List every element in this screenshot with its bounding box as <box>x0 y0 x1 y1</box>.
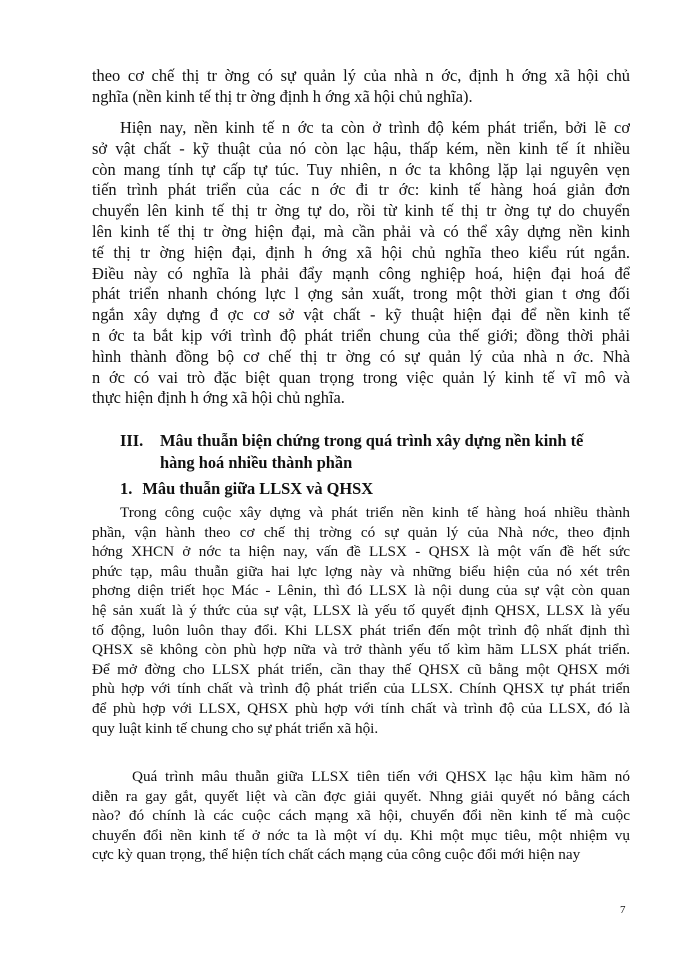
text-line: tiến trình phát triển của các n ớc đi tr ớc: kinh tế hàng hoá giản đơn <box>92 180 630 200</box>
subheading-number: 1. <box>120 479 133 498</box>
text-line: phần, vận hành theo cơ chế thị trờng có sự quản lý của Nhà nớc, theo định <box>92 523 630 541</box>
text-line: ngắn xây dựng đ ợc cơ sở vật chất - kỹ thuật hiện đại để nền kinh tế <box>92 305 630 325</box>
subheading-title: Mâu thuẫn giữa LLSX và QHSX <box>142 479 374 498</box>
text-line: còn mang tính tự cấp tự túc. Tuy nhiên, n ớc ta không lặp lại nguyên vẹn <box>92 159 630 179</box>
subheading-1 <box>120 478 373 499</box>
text-line: tế thị tr ờng hiện đại, định h ớng xã hội chủ nghĩa theo kiểu rút ngắn. <box>92 242 630 262</box>
text-line: phù hợp với tính chất và trình độ phát triển của LLSX. Chính QHSX tự phát triển <box>92 680 630 698</box>
section-title-line-1: Mâu thuẫn biện chứng trong quá trình xây dựng nền kinh tế <box>160 431 584 450</box>
text-line: tố động, luôn luôn thay đổi. Khi LLSX phát triển đến một trình độ nhất định thì <box>92 621 630 639</box>
text-line: thực hiện định h ớng xã hội chủ nghĩa. <box>92 388 345 408</box>
text-line: lên kinh tế thị tr ờng hiện đại, mà cần phải và có thể xây dựng nền kinh <box>92 221 630 241</box>
text-line: phơng diện triết học Mác - Lênin, thì đó LLSX là nội dung của sự vật còn quan <box>92 582 630 600</box>
text-line: QHSX sẽ không còn phù hợp nữa và trở thành yếu tố kìm hãm LLSX phát triển. <box>92 641 630 659</box>
text-line: hình thành đồng bộ cơ chế thị tr ờng có sự quản lý của nhà n ớc. Nhà <box>92 346 630 366</box>
text-line: Điều này có nghĩa là phải đẩy mạnh công nghiệp hoá, hiện đại hoá để <box>92 263 630 283</box>
text-line: cực kỳ quan trọng, thể hiện tích chất cách mạng của công cuộc đổi mới hiện nay <box>92 846 581 864</box>
paragraph-contradiction-process <box>92 767 630 865</box>
text-line: Hiện nay, nền kinh tế n ớc ta còn ở trình độ kém phát triển, bởi lẽ cơ <box>120 118 630 137</box>
paragraph-current-situation <box>92 118 630 409</box>
section-number: III. <box>120 431 144 450</box>
text-line: quy luật kinh tế chung cho sự phát triển xã hội. <box>92 719 379 737</box>
text-line: hệ sản xuất là ý thức của sự vật, LLSX là yếu tố quyết định QHSX, LLSX là yếu <box>92 601 630 619</box>
paragraph-intro <box>92 66 630 108</box>
text-line: n ớc có vai trò đặc biệt quan trọng trong việc quản lý kinh tế vĩ mô và <box>92 367 630 387</box>
text-line: chuyển lên kinh tế thị tr ờng tự do, rồi từ kinh tế thị tr ờng tự do chuyển <box>92 201 630 221</box>
text-line: diễn ra gay gắt, quyết liệt và cần đợc giải quyết. Nhng giải quyết nó bằng cách <box>92 787 630 805</box>
text-line: để phù hợp với LLSX, QHSX phù hợp với tính chất và trình độ của LLSX, đó là <box>92 699 630 717</box>
section-title-line-2: hàng hoá nhiều thành phần <box>160 453 353 472</box>
text-line: Quá trình mâu thuẫn giữa LLSX tiên tiến với QHSX lạc hậu kìm hãm nó <box>132 768 630 785</box>
text-line: phức tạp, mâu thuẫn giữa hai lực lợng này và những biểu hiện của nó xét trên <box>92 562 630 580</box>
section-heading-iii-continued <box>160 452 352 473</box>
text-line: nào? đó chính là các cuộc cách mạng xã hội, chuyển đổi nền kinh tế mà cuộc <box>92 807 630 825</box>
text-line: phát triển nhanh chóng lực l ợng sản xuất, trong một thời gian t ơng đối <box>92 284 630 304</box>
text-line: sở vật chất - kỹ thuật của nó còn lạc hậu, thấp kém, nền kinh tế ít nhiều <box>92 138 630 158</box>
text-line: Để mở đờng cho LLSX phát triển, cần thay thế QHSX cũ bằng một QHSX mới <box>92 660 630 678</box>
text-line: nghĩa (nền kinh tế thị tr ờng định h ớng xã hội chủ nghĩa). <box>92 86 473 106</box>
text-line: chuyển đổi nền kinh tế ở nớc ta là một ví dụ. Khi một mục tiêu, một nhiệm vụ <box>92 826 630 844</box>
paragraph-llsx-qhsx <box>92 503 630 738</box>
text-line: n ớc ta bắt kịp với trình độ phát triển chung của thế giới; đồng thời phải <box>92 325 630 345</box>
text-line: Trong công cuộc xây dựng và phát triển nền kinh tế hàng hoá nhiều thành <box>120 504 630 521</box>
text-line: hớng XHCN ở nớc ta hiện nay, vấn đề LLSX - QHSX là một vấn đề hết sức <box>92 543 630 561</box>
page-number: 7 <box>620 904 626 916</box>
text-line: theo cơ chế thị tr ờng có sự quản lý của nhà n ớc, định h ớng xã hội chủ <box>92 66 630 85</box>
